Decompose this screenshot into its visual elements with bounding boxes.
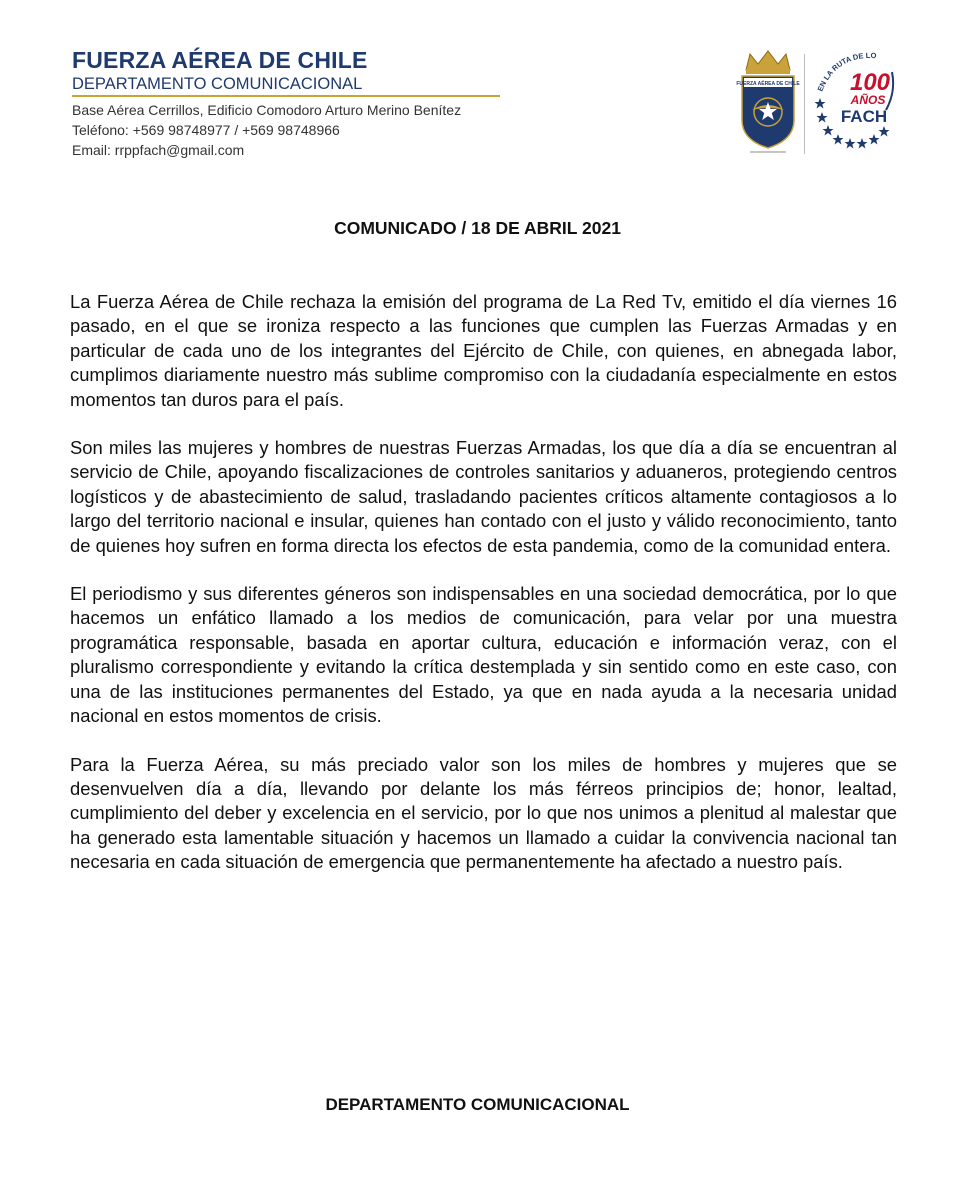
department-name: DEPARTAMENTO COMUNICACIONAL	[72, 74, 500, 97]
fach-shield-logo	[736, 48, 800, 163]
logos-area	[736, 48, 904, 160]
signature: DEPARTAMENTO COMUNICACIONAL	[325, 1095, 630, 1114]
email-line: Email: rrppfach@gmail.com	[72, 142, 245, 158]
centenary-acronym: FACH	[840, 107, 888, 126]
centenary-arc-text: EN LA RUTA DE LO	[815, 52, 877, 93]
centenary-logo	[812, 52, 902, 161]
centenary-number: 100	[849, 69, 891, 96]
document-title: COMUNICADO / 18 DE ABRIL 2021	[334, 218, 621, 238]
paragraph-2: Son miles las mujeres y hombres de nuestras Fuerzas Armadas, los que día a día se encuentran al servicio de Chile, apoyando fiscalizaciones de controles sanitarios y aduaneros, protegiendo centros logísticos y de abastecimiento de salud, trasladando pacientes críticos altamente contagiosos a lo largo del territorio nacional e insular, quienes han contado con el justo y válido reconocimiento, tanto de quienes hoy sufren en forma directa los efectos de esta pandemia, como de la comunidad entera.	[70, 437, 897, 556]
paragraph-3: El periodismo y sus diferentes géneros son indispensables en una sociedad democrática, por lo que hacemos un enfático llamado a los medios de comunicación, para velar por una muestra programática responsable, basada en aportar cultura, educación e información veraz, con el pluralismo correspondiente y evitando la crítica destemplada y sin sentido como en este caso, con una de las instituciones permanentes del Estado, ya que en nada ayuda a la necesaria unidad nacional en estos momentos de crisis.	[70, 583, 897, 727]
shield-logo-text: FUERZA AÉREA DE CHILE	[736, 81, 800, 87]
address-line: Base Aérea Cerrillos, Edificio Comodoro Arturo Merino Benítez	[72, 102, 462, 118]
paragraph-4: Para la Fuerza Aérea, su más preciado valor son los miles de hombres y mujeres que se desenvuelven día a día, llevando por delante los más férreos principios de; honor, lealtad, cumplimiento del deber y excelencia en el servicio, por lo que nos unimos a plenitud al malestar que ha generado esta lamentable situación y hacemos un llamado a cuidar la convivencia nacional tan necesaria en cada situación de emergencia que permanentemente ha afectado a nuestro país.	[70, 753, 897, 873]
letterhead	[72, 46, 512, 160]
phone-line: Teléfono: +569 98748977 / +569 98748966	[72, 122, 340, 138]
logo-divider	[804, 54, 805, 154]
organization-name: FUERZA AÉREA DE CHILE	[72, 47, 368, 73]
document-body	[70, 290, 897, 899]
paragraph-1: La Fuerza Aérea de Chile rechaza la emisión del programa de La Red Tv, emitido el día viernes 16 pasado, en el que se ironiza respecto a las funciones que cumplen las Fuerzas Armadas y en particular de cada uno de los integrantes del Ejército de Chile, con quienes, en abnegada labor, cumplimos diariamente nuestro más sublime compromiso con la ciudadanía especialmente en estos momentos tan duros para el país.	[70, 291, 897, 410]
centenary-word: AÑOS	[850, 93, 886, 107]
